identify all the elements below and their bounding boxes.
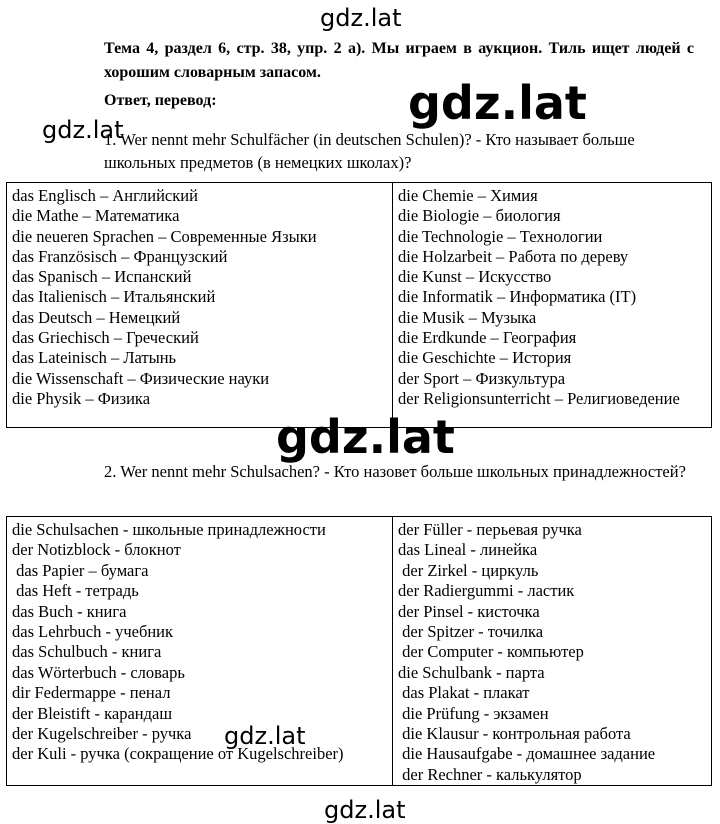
supply-entry: die Schulbank - парта xyxy=(398,662,545,682)
subject-entry: die Kunst – Искусство xyxy=(398,267,552,287)
supplies-right-column xyxy=(393,517,712,786)
supply-entry: der Bleistift - карандаш xyxy=(12,703,173,723)
supply-entry: die Schulsachen - школьные принадлежности xyxy=(12,520,326,539)
watermark-top: gdz.lat xyxy=(320,4,402,32)
supply-entry: das Buch - книга xyxy=(12,601,127,621)
supply-entry: das Lehrbuch - учебник xyxy=(12,622,174,642)
subject-entry: die Wissenschaft – Физические науки xyxy=(12,368,270,388)
supply-entry: der Zirkel - циркуль xyxy=(398,560,539,580)
supply-entry: der Kugelschreiber - ручка xyxy=(12,724,192,744)
subject-entry: das Französisch – Французский xyxy=(12,246,228,266)
supply-entry: der Rechner - калькулятор xyxy=(398,764,582,784)
question-2: 2. Wer nennt mehr Schulsachen? - Кто назовет больше школьных принадлежностей? xyxy=(104,462,686,481)
supply-entry: dir Federmappe - пенал xyxy=(12,683,171,703)
supply-entry: die Klausur - контрольная работа xyxy=(398,724,631,744)
vocab-table-subjects xyxy=(6,182,712,428)
subject-entry: das Spanisch – Испанский xyxy=(12,267,192,287)
watermark-large-1: gdz.lat xyxy=(408,76,587,130)
subject-entry: das Deutsch – Немецкий xyxy=(12,307,181,327)
subjects-right-column xyxy=(393,183,712,428)
subject-entry: das Griechisch – Греческий xyxy=(12,328,199,348)
supply-entry: das Lineal - линейка xyxy=(398,540,538,560)
subject-entry: die Technologie – Технологии xyxy=(398,226,603,246)
supplies-left-column xyxy=(7,517,393,786)
supply-entry: das Schulbuch - книга xyxy=(12,642,162,662)
supply-entry: das Wörterbuch - словарь xyxy=(12,662,185,682)
supply-entry: die Prüfung - экзамен xyxy=(398,703,549,723)
supply-entry: der Notizblock - блокнот xyxy=(12,540,181,560)
supply-entry: der Kuli - ручка (сокращение от Kugelschreiber) xyxy=(12,744,344,764)
subject-entry: die neueren Sprachen – Современные Языки xyxy=(12,226,317,246)
subject-entry: die Mathe – Математика xyxy=(12,206,180,226)
watermark-large-2: gdz.lat xyxy=(276,410,455,464)
subject-entry: der Religionsunterricht – Религиоведение xyxy=(398,388,680,408)
answer-label: Ответ, перевод: xyxy=(104,92,217,109)
vocab-table-school-supplies xyxy=(6,516,712,786)
subject-entry: die Biologie – биология xyxy=(398,206,561,226)
subject-entry: das Englisch – Английский xyxy=(12,186,198,205)
supply-entry: das Heft - тетрадь xyxy=(12,581,139,601)
subject-entry: die Holzarbeit – Работа по дереву xyxy=(398,246,629,266)
watermark-mid: gdz.lat xyxy=(224,722,306,750)
subject-entry: das Italienisch – Итальянский xyxy=(12,287,216,307)
supply-entry: der Radiergummi - ластик xyxy=(398,581,575,601)
supply-entry: die Hausaufgabe - домашнее задание xyxy=(398,744,656,764)
watermark-bottom: gdz.lat xyxy=(324,796,406,824)
subject-entry: die Informatik – Информатика (IT) xyxy=(398,287,637,307)
supply-entry: das Papier – бумага xyxy=(12,560,149,580)
subject-entry: der Sport – Физкультура xyxy=(398,368,566,388)
supply-entry: das Plakat - плакат xyxy=(398,683,530,703)
subjects-left-column xyxy=(7,183,393,428)
question-1: 1. Wer nennt mehr Schulfächer (in deutschen Schulen)? - Кто называет больше школьных предметов (в немецких школах)? xyxy=(104,130,635,172)
subject-entry: das Lateinisch – Латынь xyxy=(12,348,177,368)
subject-entry: die Physik – Физика xyxy=(12,388,151,408)
supply-entry: der Spitzer - точилка xyxy=(398,622,544,642)
subject-entry: die Musik – Музыка xyxy=(398,307,537,327)
supply-entry: der Füller - перьевая ручка xyxy=(398,520,582,539)
subject-entry: die Erdkunde – География xyxy=(398,328,577,348)
watermark-side: gdz.lat xyxy=(42,116,124,144)
subject-entry: die Chemie – Химия xyxy=(398,186,538,205)
supply-entry: der Computer - компьютер xyxy=(398,642,584,662)
supply-entry: der Pinsel - кисточка xyxy=(398,601,540,621)
subject-entry: die Geschichte – История xyxy=(398,348,572,368)
exercise-title: Тема 4, раздел 6, стр. 38, упр. 2 а). Мы играем в аукцион. Тиль ищет людей с хорошим словарным запасом. xyxy=(104,40,694,81)
